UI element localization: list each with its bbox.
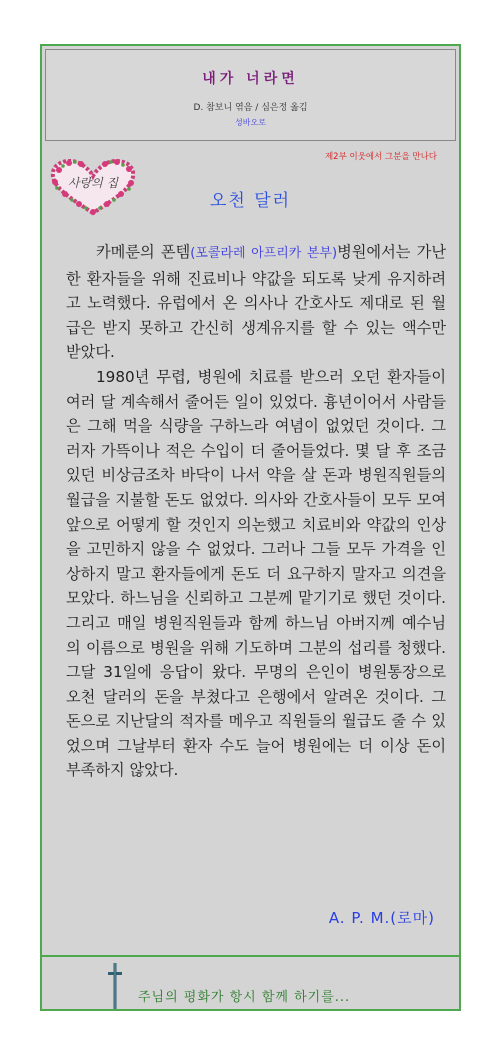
page-frame [40,44,461,1011]
book-publisher: 성바오로 [235,118,266,127]
paragraph-1 [66,240,446,365]
book-author: D. 참보니 엮음 / 심은정 옮김 [193,103,308,113]
chapter-label: 제2부 이웃에서 그분을 만나다 [324,152,437,162]
book-title: 내가 너라면 [202,71,299,87]
cross-icon [106,961,124,1011]
signature: A. P. M.(로마) [328,909,435,927]
footer [42,955,459,1009]
article-title: 오천 달러 [209,191,292,211]
paragraph-1-highlight: (포콜라레 아프리카 본부) [190,246,338,261]
paragraph-1-start: 카메룬의 폰템 [96,243,191,261]
footer-blessing: 주님의 평화가 항시 함께 하기를... [138,990,351,1005]
logo-text: 사랑의 집 [67,176,119,190]
book-header [45,49,456,141]
paragraph-1-rest: 병원에서는 가난한 환자들을 위해 진료비나 약값을 되도록 낮게 유지하려고 노력했다. 유럽에서 온 의사나 간호사도 제대로 된 월급은 받지 못하고 간신히 생계유지를 할 수 있는 액수만 받았다. [66,243,446,362]
article-body [66,240,446,783]
paragraph-2: 1980년 무렵, 병원에 치료를 받으러 오던 환자들이 여러 달 계속해서 줄어든 일이 있었다. 흉년이어서 사람들은 그해 먹을 식량을 구하느라 여념이 없었던 것이다. 그러자 가뜩이나 적은 수입이 더 줄어들었다. 몇 달 후 조금 있던 비상금조차 바닥이 나서 약을 살 돈과 병원직원들의 월급을 지불할 돈도 없었다. 의사와 간호사들이 모두 모여 앞으로 어떻게 할 것인지 의논했고 치료비와 약값의 인상을 고민하지 않을 수 없었다. 그러나 그들 모두 가격을 인상하지 말고 환자들에게 돈도 더 요구하지 말자고 의견을 모았다. 하느님을 신뢰하고 그분께 맡기기로 했던 것이다. 그리고 매일 병원직원들과 함께 하느님 아버지께 예수님의 이름으로 병원을 위해 기도하며 그분의 섭리를 청했다. 그달 31일에 응답이 왔다. 무명의 은인이 병원통장으로 오천 달러의 돈을 부쳤다고 은행에서 알려온 것이다. 그 돈으로 지난달의 적자를 메우고 직원들의 월급도 줄 수 있었으며 그날부터 환자 수도 늘어 병원에는 더 이상 돈이 부족하지 않았다. [66,367,446,780]
